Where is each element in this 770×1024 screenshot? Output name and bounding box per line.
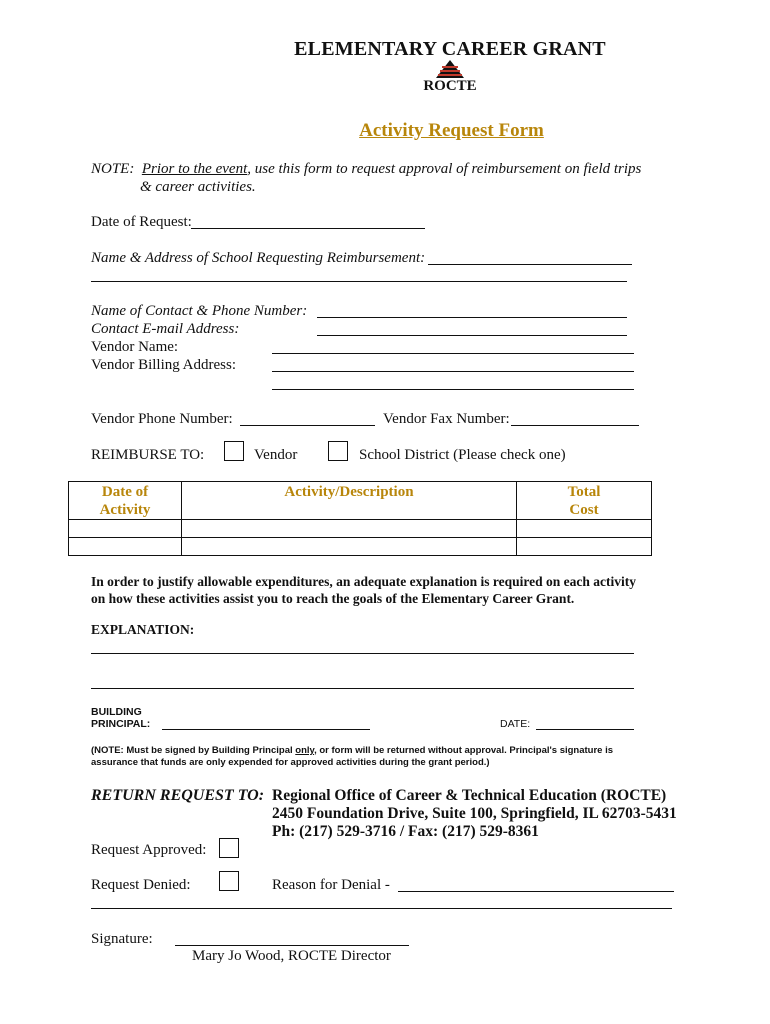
principal-note-only: only <box>295 745 315 756</box>
principal-note-1-b: , or form will be returned without approval. Principal's signature is <box>314 745 614 756</box>
reimburse-to-label: REIMBURSE TO: <box>91 447 205 463</box>
header-total-cost <box>517 482 652 520</box>
principal-note-1-a: (NOTE: Must be signed by Building Principal <box>91 745 296 756</box>
contact-email-field[interactable] <box>317 335 627 336</box>
principal-label: PRINCIPAL: <box>91 718 151 730</box>
vendor-fax-field[interactable] <box>511 425 639 426</box>
explanation-field-2[interactable] <box>91 688 634 689</box>
reason-for-denial-field[interactable] <box>398 891 674 892</box>
signature-label: Signature: <box>91 931 153 947</box>
signature-field[interactable] <box>175 945 409 946</box>
reason-for-denial-label: Reason for Denial - <box>272 877 390 893</box>
principal-note-2: assurance that funds are only expended for approved activities during the grant period.) <box>91 757 490 768</box>
table-cell-description[interactable] <box>182 520 517 538</box>
note-underlined: Prior to the event <box>141 161 248 177</box>
vendor-fax-label: Vendor Fax Number: <box>383 411 510 427</box>
request-approved-label: Request Approved: <box>91 842 207 858</box>
vendor-name-label: Vendor Name: <box>91 339 179 355</box>
table-cell-date[interactable] <box>69 520 182 538</box>
header-activity-line-1: Activity/Description <box>284 484 414 500</box>
return-address-line-1: Regional Office of Career & Technical Education (ROCTE) <box>272 787 667 804</box>
vendor-billing-address-field[interactable] <box>272 371 634 372</box>
header-total-line-1: Total <box>567 484 601 500</box>
contact-name-phone-label: Name of Contact & Phone Number: <box>91 303 308 319</box>
principal-note-1 <box>91 745 613 756</box>
principal-date-label: DATE: <box>500 718 531 730</box>
school-district-checkbox[interactable] <box>328 441 348 461</box>
date-of-request-field[interactable] <box>191 228 425 229</box>
vendor-checkbox[interactable] <box>224 441 244 461</box>
justification-text-2: on how these activities assist you to reach the goals of the Elementary Career Grant. <box>91 591 575 606</box>
contact-name-phone-field[interactable] <box>317 317 627 318</box>
vendor-phone-field[interactable] <box>240 425 375 426</box>
request-denied-checkbox[interactable] <box>219 871 239 891</box>
form-title: Activity Request Form <box>359 120 544 141</box>
vendor-name-field[interactable] <box>272 353 634 354</box>
header-date-line-2: Activity <box>99 502 151 518</box>
vendor-option-label: Vendor <box>254 447 298 463</box>
vendor-billing-address-label: Vendor Billing Address: <box>91 357 236 373</box>
table-cell-cost[interactable] <box>517 538 652 556</box>
date-of-request-label: Date of Request: <box>91 214 192 230</box>
principal-date-field[interactable] <box>536 729 634 730</box>
signer-name: Mary Jo Wood, ROCTE Director <box>192 948 391 964</box>
vendor-billing-address-field-2[interactable] <box>272 389 634 390</box>
school-name-address-field-2[interactable] <box>91 281 627 282</box>
return-address-line-2: 2450 Foundation Drive, Suite 100, Springfield, IL 62703-5431 <box>272 805 677 822</box>
reason-for-denial-field-2[interactable] <box>91 908 672 909</box>
document-title: ELEMENTARY CAREER GRANT <box>294 38 606 60</box>
logo-text: ROCTE <box>423 78 477 94</box>
header-date-line-1: Date of <box>101 484 149 500</box>
note-rest: , use this form to request approval of reimbursement on field trips <box>247 161 642 177</box>
explanation-label: EXPLANATION: <box>91 622 195 637</box>
note-line-1 <box>91 161 641 178</box>
school-name-address-label: Name & Address of School Requesting Reimbursement: <box>91 250 426 266</box>
table-row <box>69 538 652 556</box>
header-date-of-activity <box>69 482 182 520</box>
vendor-phone-label: Vendor Phone Number: <box>91 411 233 427</box>
contact-email-label: Contact E-mail Address: <box>91 321 240 337</box>
rocte-logo-icon <box>430 58 470 80</box>
table-cell-cost[interactable] <box>517 520 652 538</box>
school-name-address-field[interactable] <box>428 264 632 265</box>
principal-signature-field[interactable] <box>162 729 370 730</box>
header-activity-description <box>182 482 517 520</box>
request-denied-label: Request Denied: <box>91 877 191 893</box>
note-line-2: & career activities. <box>140 179 256 195</box>
return-request-label: RETURN REQUEST TO: <box>91 787 265 804</box>
activity-table <box>68 481 652 556</box>
header-total-line-2: Cost <box>569 502 599 518</box>
return-address-line-3: Ph: (217) 529-3716 / Fax: (217) 529-8361 <box>272 823 539 840</box>
table-cell-date[interactable] <box>69 538 182 556</box>
table-header-row <box>69 482 652 520</box>
building-label: BUILDING <box>91 706 142 718</box>
table-cell-description[interactable] <box>182 538 517 556</box>
request-approved-checkbox[interactable] <box>219 838 239 858</box>
explanation-field[interactable] <box>91 653 634 654</box>
note-prefix: NOTE: <box>91 161 135 177</box>
justification-text-1: In order to justify allowable expenditures, an adequate explanation is required on each activity <box>91 574 637 589</box>
table-row <box>69 520 652 538</box>
school-district-option-label: School District (Please check one) <box>359 447 566 463</box>
